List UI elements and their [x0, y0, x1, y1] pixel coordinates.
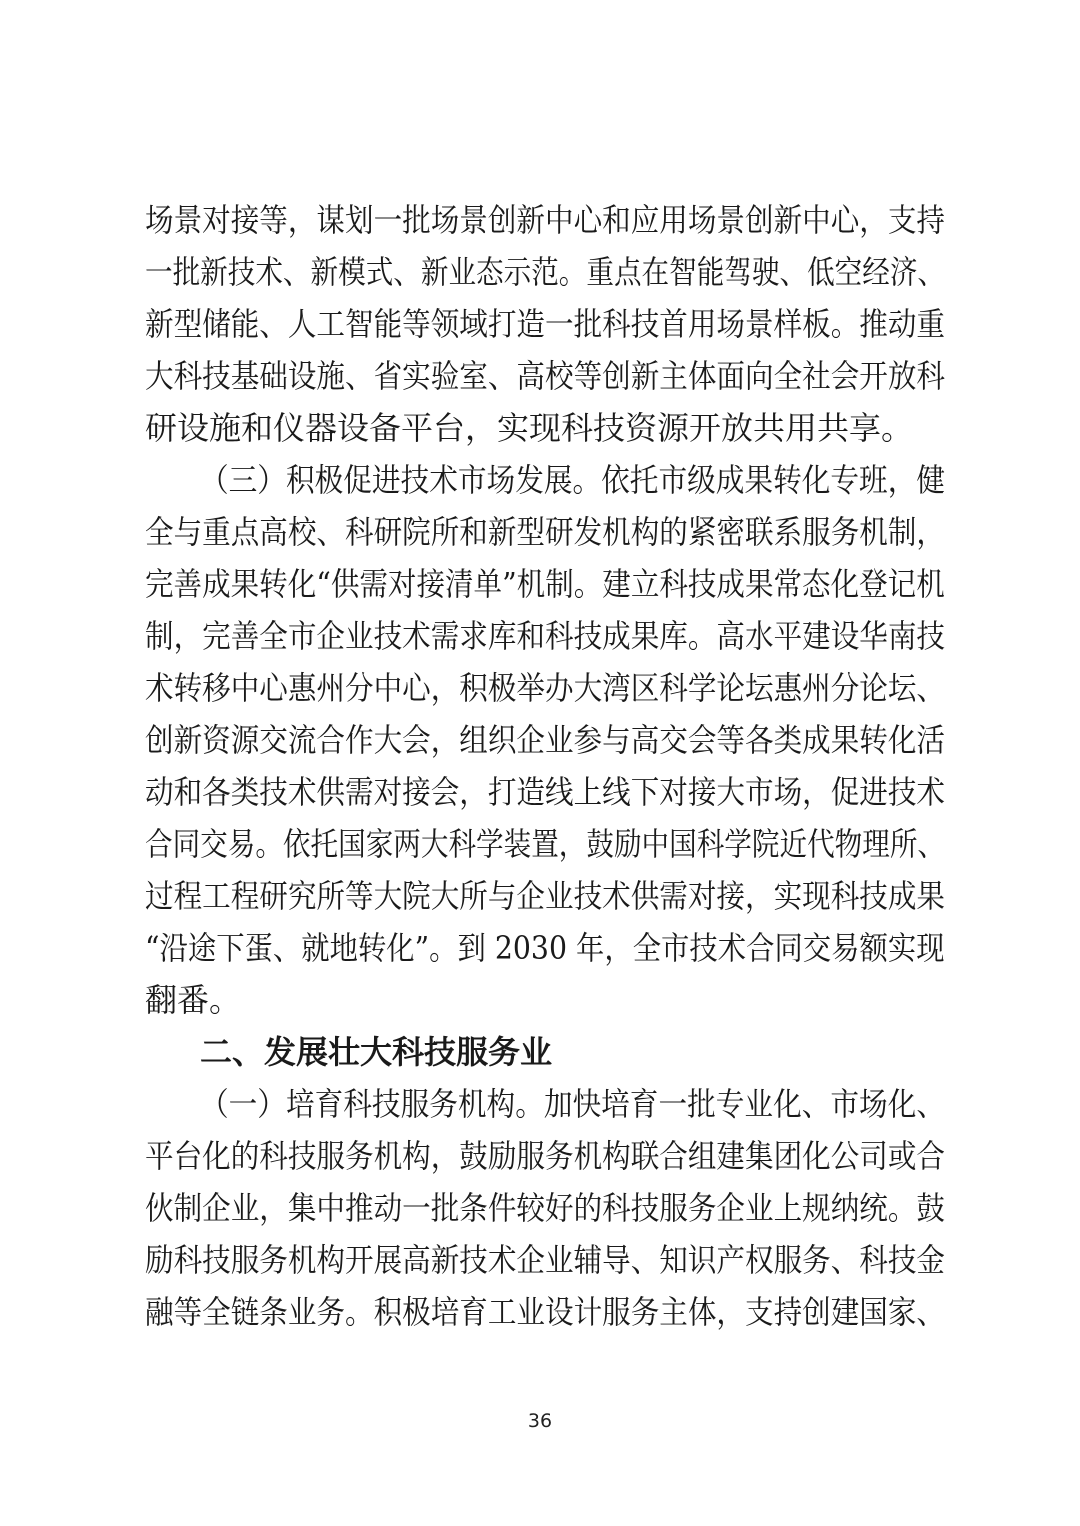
body-line: 大科技基础设施、省实验室、高校等创新主体面向全社会开放科 [145, 357, 946, 395]
body-line: 新型储能、人工智能等领域打造一批科技首用场景样板。推动重 [145, 305, 946, 343]
section-lead-line: （三）积极促进技术市场发展。依托市级成果转化专班，健 [200, 461, 946, 499]
body-line: 翻番。 [145, 981, 242, 1019]
body-line: 励科技服务机构开展高新技术企业辅导、知识产权服务、科技金 [145, 1241, 946, 1279]
page-number: 36 [527, 1410, 553, 1432]
body-line: 全与重点高校、科研院所和新型研发机构的紧密联系服务机制， [145, 513, 946, 551]
body-line: “沿途下蛋、就地转化”。到 2030 年，全市技术合同交易额实现 [145, 929, 945, 967]
body-line: 场景对接等，谋划一批场景创新中心和应用场景创新中心，支持 [145, 201, 946, 239]
body-line: 合同交易。依托国家两大科学装置，鼓励中国科学院近代物理所、 [145, 825, 946, 863]
body-line: 过程工程研究所等大院大所与企业技术供需对接，实现科技成果 [145, 877, 946, 915]
section-heading: 二、发展壮大科技服务业 [200, 1033, 553, 1071]
body-line: 动和各类技术供需对接会，打造线上线下对接大市场，促进技术 [145, 773, 946, 811]
body-line: 完善成果转化“供需对接清单”机制。建立科技成果常态化登记机 [145, 565, 945, 603]
body-line: 研设施和仪器设备平台，实现科技资源开放共用共享。 [145, 409, 914, 447]
body-line: 融等全链条业务。积极培育工业设计服务主体，支持创建国家、 [145, 1293, 946, 1331]
body-line: 伙制企业，集中推动一批条件较好的科技服务企业上规纳统。鼓 [145, 1189, 946, 1227]
body-line: 创新资源交流合作大会，组织企业参与高交会等各类成果转化活 [145, 721, 946, 759]
body-line: 平台化的科技服务机构，鼓励服务机构联合组建集团化公司或合 [145, 1137, 946, 1175]
body-line: 制，完善全市企业技术需求库和科技成果库。高水平建设华南技 [145, 617, 946, 655]
body-line: 术转移中心惠州分中心，积极举办大湾区科学论坛惠州分论坛、 [145, 669, 946, 707]
section-lead-line: （一）培育科技服务机构。加快培育一批专业化、市场化、 [200, 1085, 946, 1123]
body-line: 一批新技术、新模式、新业态示范。重点在智能驾驶、低空经济、 [145, 253, 946, 291]
